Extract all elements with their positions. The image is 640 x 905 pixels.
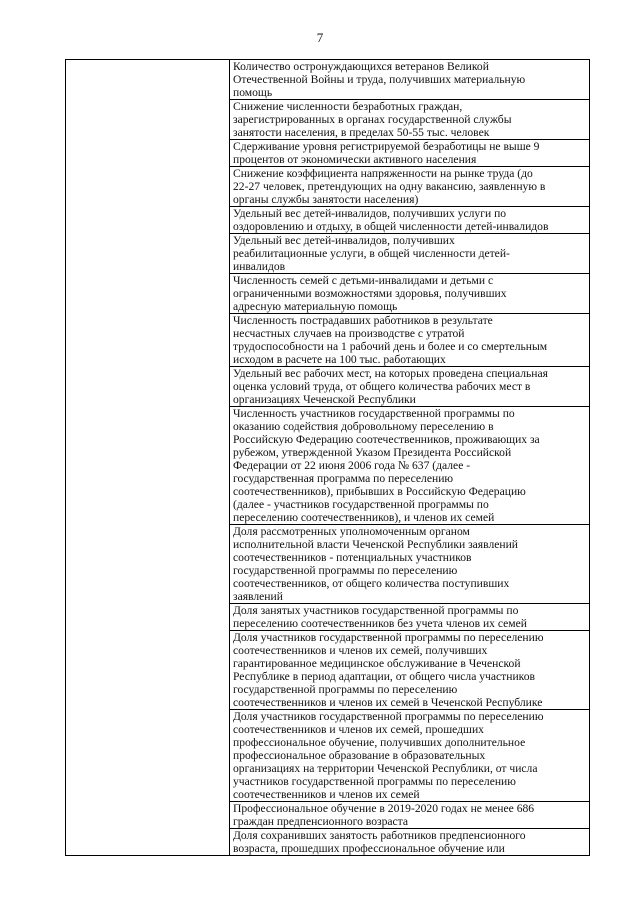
- indicator-cell: Сдерживание уровня регистрируемой безработицы не выше 9 процентов от экономически активного населения: [230, 140, 590, 167]
- indicator-cell: Численность участников государственной программы по оказанию содействия добровольному переселению в Российскую Федерацию соотечественников, проживающих за рубежом, утвержденной Указом Президента Российской Федерации от 22 июня 2006 года № 637 (далее - государственная программа по переселению соотечественников), прибывших в Российскую Федерацию (далее - участников государственной программы по переселению соотечественников), и членов их семей: [230, 407, 590, 525]
- indicator-cell: Численность пострадавших работников в результате несчастных случаев на производстве с утратой трудоспособности на 1 рабочий день и более и со смертельным исходом в расчете на 100 тыс. работающих: [230, 314, 590, 367]
- indicator-cell: Доля занятых участников государственной программы по переселению соотечественников без учета членов их семей: [230, 604, 590, 631]
- indicators-table: [65, 59, 590, 856]
- indicator-cell: Снижение численности безработных граждан, зарегистрированных в органах государственной службы занятости населения, в пределах 50-55 тыс. человек: [230, 100, 590, 140]
- indicator-cell: Доля участников государственной программы по переселению соотечественников и членов их семей, получивших гарантированное медицинское обслуживание в Чеченской Республике в период адаптации, от общего числа участников государственной программы по переселению соотечественников и членов их семей в Чеченской Республике: [230, 631, 590, 710]
- indicator-cell: Профессиональное обучение в 2019-2020 годах не менее 686 граждан предпенсионного возраста: [230, 802, 590, 829]
- indicator-cell: Доля сохранивших занятость работников предпенсионного возраста, прошедших профессиональное обучение или: [230, 829, 590, 856]
- indicator-cell: Удельный вес детей-инвалидов, получивших реабилитационные услуги, в общей численности детей- инвалидов: [230, 234, 590, 274]
- indicator-cell: Снижение коэффициента напряженности на рынке труда (до 22-27 человек, претендующих на одну вакансию, заявленную в органы службы занятости населения): [230, 167, 590, 207]
- table-body: [66, 60, 590, 856]
- indicator-cell: Количество остронуждающихся ветеранов Великой Отечественной Войны и труда, получивших материальную помощь: [230, 60, 590, 100]
- table-row: [66, 60, 590, 100]
- empty-left-column-cell: [66, 60, 230, 856]
- page-number: 7: [316, 30, 324, 45]
- indicator-cell: Удельный вес рабочих мест, на которых проведена специальная оценка условий труда, от общего количества рабочих мест в организациях Чеченской Республики: [230, 367, 590, 407]
- indicator-cell: Доля участников государственной программы по переселению соотечественников и членов их семей, прошедших профессиональное обучение, получивших дополнительное профессиональное образование в образовательных организациях на территории Чеченской Республики, от числа участников государственной программы по переселению соотечественников и членов их семей: [230, 710, 590, 802]
- indicator-cell: Доля рассмотренных уполномоченным органом исполнительной власти Чеченской Республики заявлений соотечественников - потенциальных участников государственной программы по переселению соотечественников, от общего количества поступивших заявлений: [230, 525, 590, 604]
- indicator-cell: Удельный вес детей-инвалидов, получивших услуги по оздоровлению и отдыху, в общей численности детей-инвалидов: [230, 207, 590, 234]
- indicator-cell: Численность семей с детьми-инвалидами и детьми с ограниченными возможностями здоровья, получивших адресную материальную помощь: [230, 274, 590, 314]
